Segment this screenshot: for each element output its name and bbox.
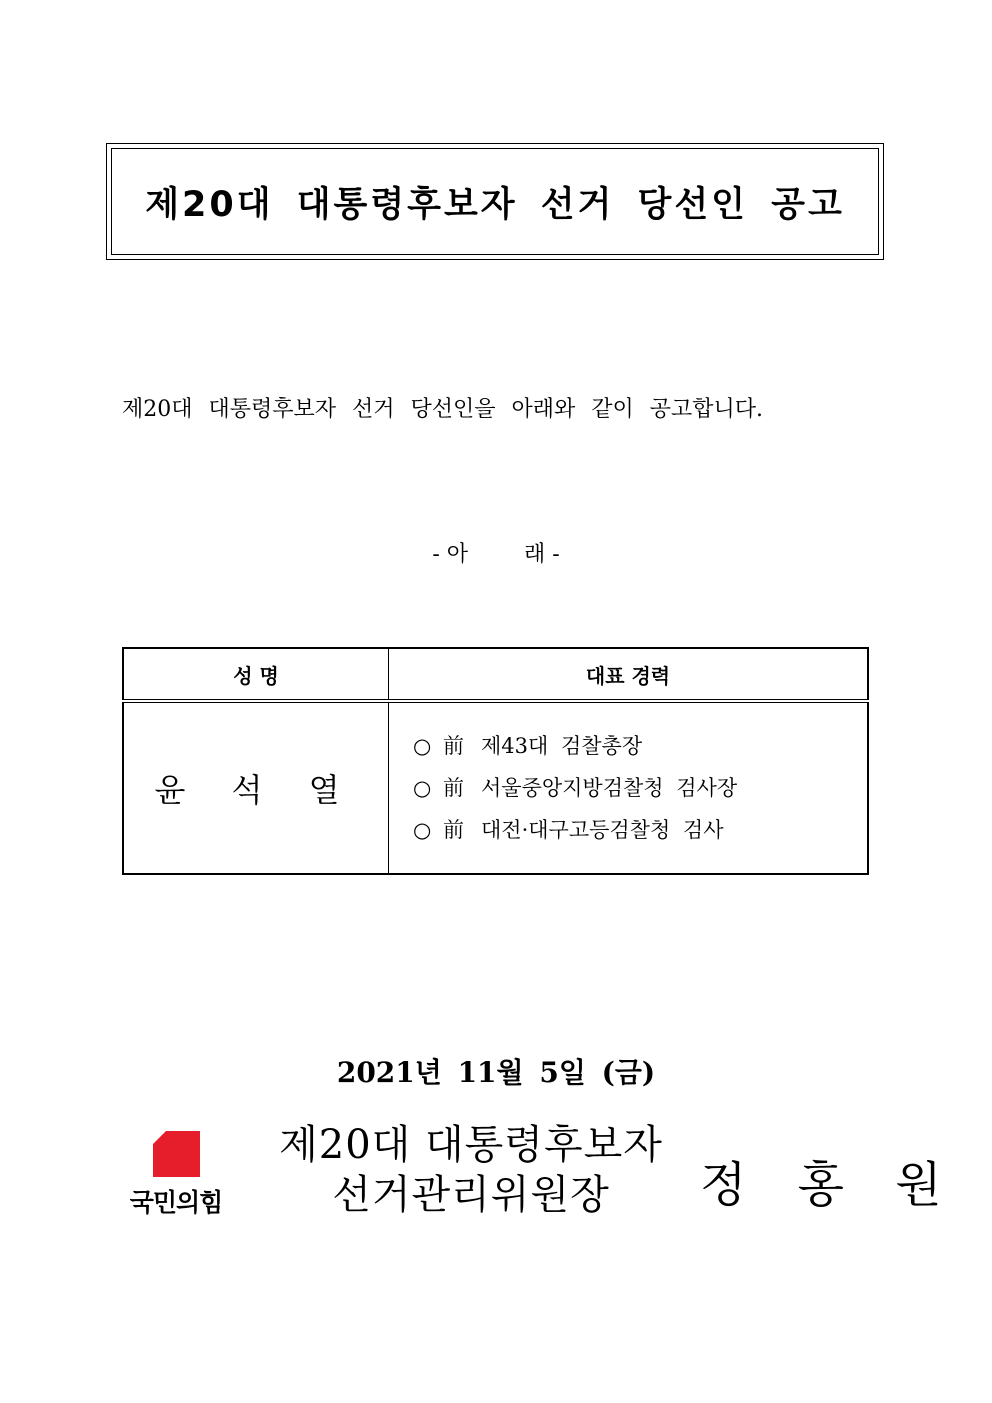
party-logo-text: 국민의힘 (129, 1188, 223, 1217)
career-cell (389, 701, 869, 874)
title-box (106, 143, 884, 260)
circle-bullet-icon: ○ (413, 776, 432, 800)
career-list (389, 725, 867, 851)
announcement-date: 2021년 11월 5일 (금) (336, 1056, 656, 1089)
circle-bullet-icon: ○ (413, 818, 432, 842)
header-career: 대표 경력 (389, 648, 869, 701)
career-text: 대전·대구고등검찰청 검사 (481, 818, 724, 842)
career-item (413, 725, 867, 767)
header-name: 성 명 (123, 648, 389, 701)
career-prefix: 前 (443, 776, 464, 800)
winner-table (122, 647, 869, 875)
career-prefix: 前 (443, 818, 464, 842)
title-inner-border (111, 148, 879, 255)
career-item (413, 809, 867, 851)
table-header-row (123, 648, 868, 701)
table-row (123, 701, 868, 874)
chair-name: 정 홍 원 (700, 1157, 960, 1213)
below-heading: - 아 래 - (432, 542, 560, 567)
circle-bullet-icon: ○ (413, 734, 432, 758)
intro-text: 제20대 대통령후보자 선거 당선인을 아래와 같이 공고합니다. (122, 397, 763, 422)
career-text: 제43대 검찰총장 (481, 734, 643, 758)
career-prefix: 前 (443, 734, 464, 758)
career-item (413, 767, 867, 809)
committee-title (256, 1120, 686, 1220)
winner-name: 윤 석 열 (123, 701, 389, 874)
committee-line-2: 선거관리위원장 (332, 1172, 610, 1218)
party-logo-icon (153, 1131, 200, 1177)
committee-line-1: 제20대 대통령후보자 (279, 1122, 663, 1168)
career-text: 서울중앙지방검찰청 검사장 (481, 776, 738, 800)
page-title: 제20대 대통령후보자 선거 당선인 공고 (145, 184, 845, 225)
